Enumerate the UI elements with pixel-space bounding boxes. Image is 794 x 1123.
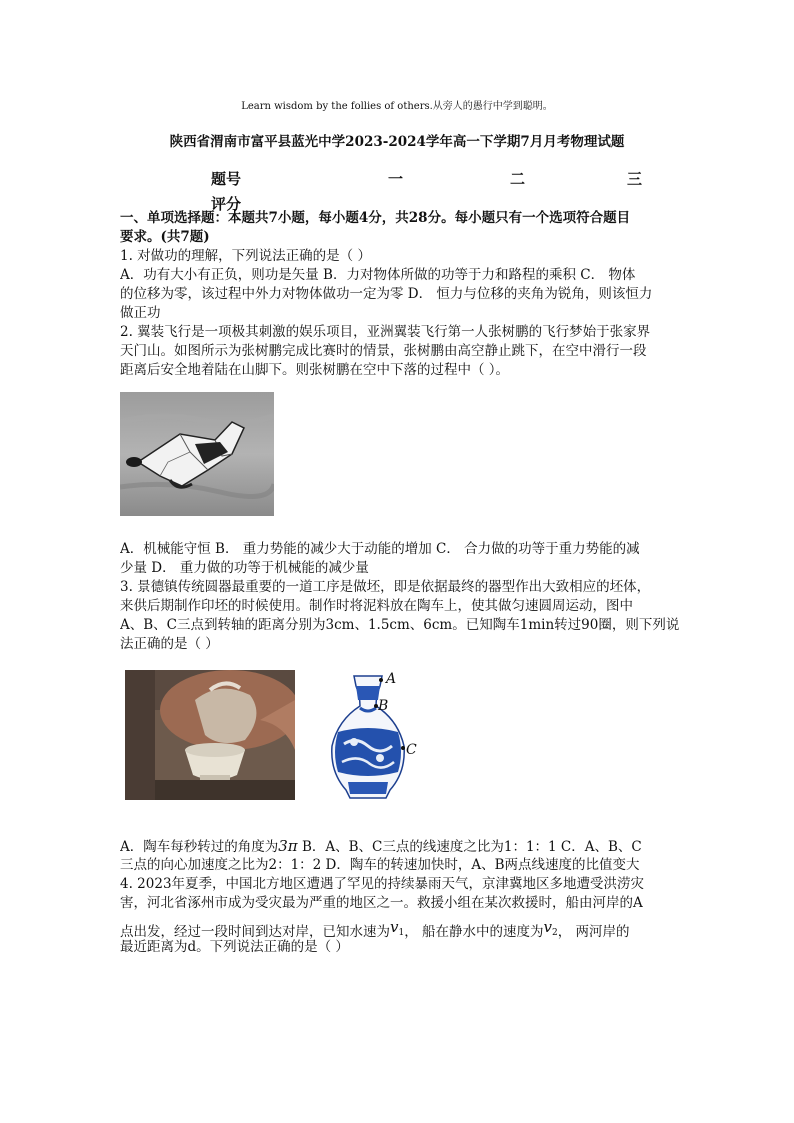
q2-stem-line2: 天门山。如图所示为张树鹏完成比赛时的情景，张树鹏由高空静止跳下，在空中滑行一段 [120,343,647,359]
score-cell-section-2: 二 [510,169,526,188]
q3-stem-line3: A、B、C三点到转轴的距离分别为3cm、1.5cm、6cm。已知陶车1min转过90圈，则下列说 [120,617,680,633]
q1-options-line2: 的位移为零，该过程中外力对物体做功一定为零 D． 恒力与位移的夹角为锐角，则该恒力 [120,286,653,302]
vase-label-a: A [386,671,397,687]
q4-v1-sub: 1 [398,928,405,938]
score-table-header-row [210,165,643,191]
q1-stem: 1. 对做功的理解，下列说法正确的是（ ） [120,248,371,264]
q2-stem-line3: 距离后安全地着陆在山脚下。则张树鹏在空中下落的过程中（ ）。 [120,362,510,378]
q4-line3-c: ， 两河岸的 [557,924,630,940]
score-cell-label: 题号 [211,169,242,188]
score-cell-score-label: 评分 [211,194,242,213]
q3-stem-line4: 法正确的是（ ） [120,636,219,652]
q2-options-line2: 少量 D． 重力做的功等于机械能的减少量 [120,560,369,576]
q3-stem-line2: 来供后期制作印坯的时候使用。制作时将泥料放在陶车上，使其做匀速圆周运动，图中 [120,598,633,614]
q4-v1 [390,918,404,936]
blue-white-vase [318,672,426,804]
vase-label-b: B [378,698,389,714]
q3-options-line1 [120,837,680,857]
section-heading-line1: 一、单项选择题：本题共7小题，每小题4分，共28分。每小题只有一个选项符合题目 [120,210,631,226]
q3-options-line2: 三点的向心加速度之比为2：1：2 D．陶车的转速加快时，A、B两点线速度的比值变大 [120,857,640,873]
q4-stem-line2: 害，河北省涿州市成为受灾最为严重的地区之一。救援小组在某次救援时，船由河岸的A [120,895,643,911]
q4-v2-sub: 2 [552,928,558,938]
q4-stem-line4: 最近距离为d。下列说法正确的是（ ） [120,939,349,955]
q4-line3-a: 点出发，经过一段时间到达对岸，已知水速为 [120,924,390,940]
q1-options-line3: 做正功 [120,305,161,321]
q1-options-line1: A．功有大小有正负，则功是矢量 B．力对物体所做的功等于力和路程的乘积 C． 物体 [120,267,636,283]
q2-options-line1: A．机械能守恒 B． 重力势能的减少大于动能的增加 C． 合力做的功等于重力势能的减 [120,541,640,557]
q4-v2 [544,918,558,936]
q4-v2-symbol: v [543,918,552,936]
q2-stem-line1: 2. 翼装飞行是一项极其刺激的娱乐项目，亚洲翼装飞行第一人张树鹏的飞行梦始于张家界 [120,324,651,340]
score-table [210,165,650,215]
vase-label-c: C [406,742,417,758]
q3-stem-line1: 3. 景德镇传统圆器最重要的一道工序是做坯，即是依据最终的器型作出大致相应的坯体， [120,579,651,595]
q3-opt-a-value: 3π [278,837,298,855]
q3-opt-a-rest: B．A、B、C三点的线速度之比为1：1：1 C．A、B、C [297,839,642,855]
q3-opt-a-prefix: A．陶车每秒转过的角度为 [120,839,279,855]
score-cell-section-1: 一 [388,169,404,188]
page-motto: Learn wisdom by the follies of others.从旁人的愚行中学到聪明。 [241,101,553,112]
q4-v1-symbol: v [390,918,399,936]
q4-stem-line1: 4. 2023年夏季，中国北方地区遭遇了罕见的持续暴雨天气，京津冀地区多地遭受洪涝灾 [120,876,645,892]
exam-title: 陕西省渭南市富平县蓝光中学2023-2024学年高一下学期7月月考物理试题 [169,134,625,150]
score-cell-section-3: 三 [627,169,643,188]
pottery-wheel-photo [125,670,295,800]
q4-line3-b: ， 船在静水中的速度为 [404,924,544,940]
section-heading-line2: 要求。(共7题) [120,229,210,245]
wingsuit-flyer-photo [120,392,274,516]
